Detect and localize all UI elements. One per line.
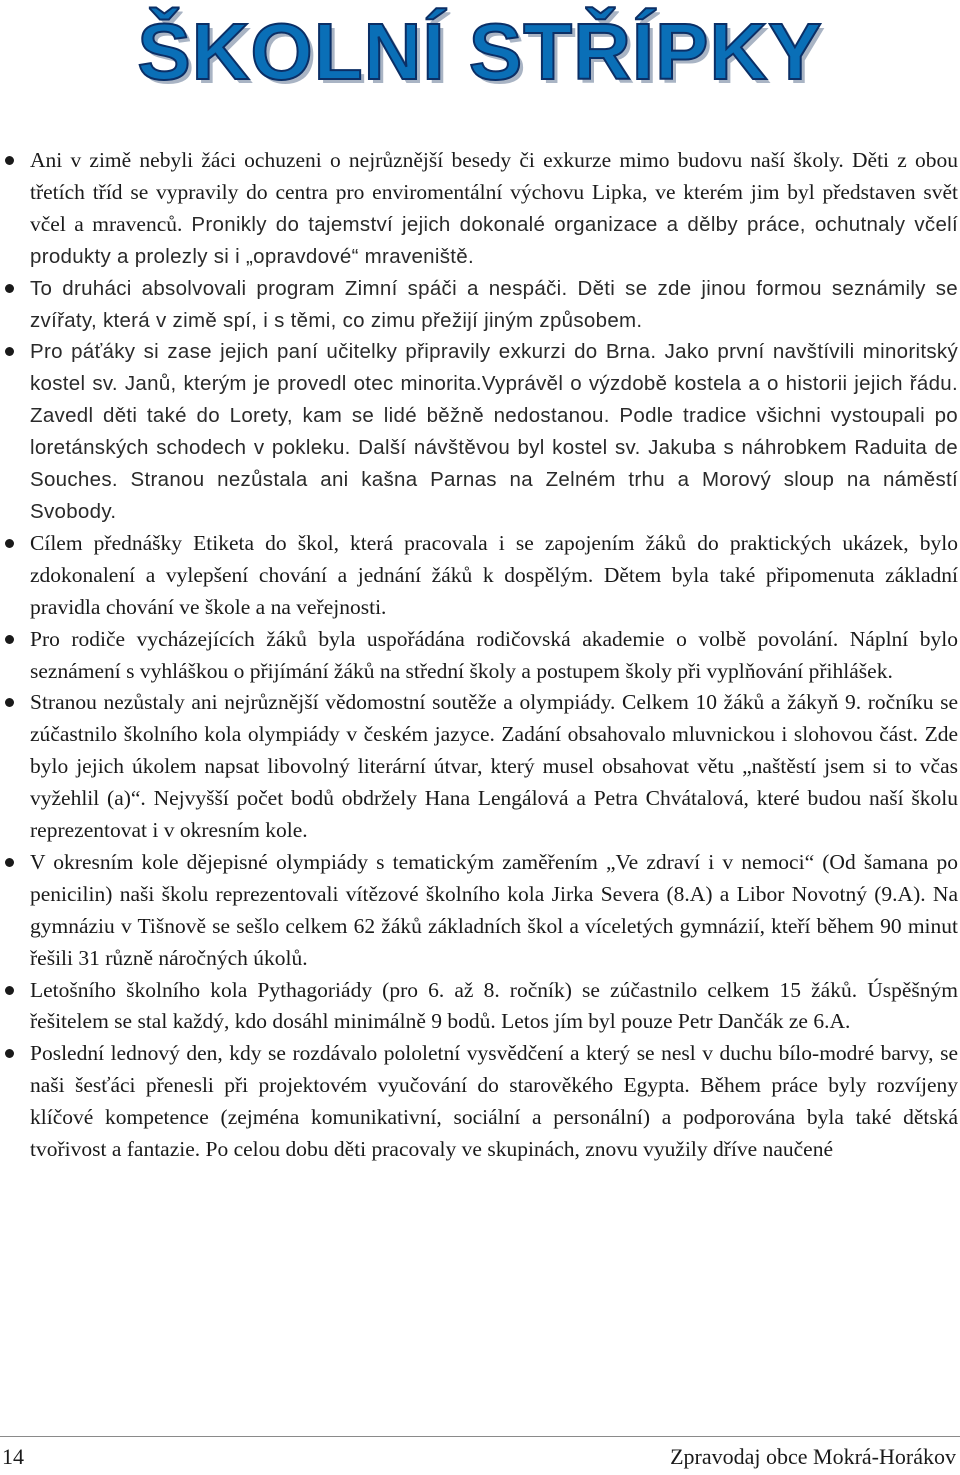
article-body bbox=[0, 145, 960, 1166]
list-item bbox=[0, 528, 960, 624]
bullet-icon bbox=[5, 156, 14, 165]
list-item-text: Cílem přednášky Etiketa do škol, která pracovala i se zapojením žáků do praktických ukázek, bylo zdokonalení a vylepšení chování a jednání žáků k dospělým. Dětem byla také připomenuta základní pravidla chování ve škole a na veřejnosti. bbox=[30, 530, 958, 619]
news-list bbox=[0, 145, 960, 1166]
list-item bbox=[0, 847, 960, 975]
footer-divider bbox=[0, 1436, 960, 1437]
list-item-text: Pro páťáky si zase jejich paní učitelky připravily exkurzi do Brna. Jako první navštívili minoritský kostel sv. Janů, kterým je provedl otec minorita.Vyprávěl o výzdobě kostela a o historii jejich řádu. Zavedl děti také do Lorety, kam se lidé běžně nedostanou. Podle tradice všichni vystoupali po loretánských schodech v pokleku. Další návštěvou byl kostel sv. Jakuba s náhrobkem Raduita de Souches. Stranou nezůstala ani kašna Parnas na Zelném trhu a Morový sloup na náměstí Svobody. bbox=[30, 340, 958, 523]
bullet-icon bbox=[5, 858, 14, 867]
list-item-text: Pro rodiče vycházejících žáků byla uspořádána rodičovská akademie o volbě povolání. Náplní bylo seznámení s vyhláškou o přijímání žáků na střední školy a postupem školy při vyplňování přihlášek. bbox=[30, 626, 958, 683]
list-item-text: Pronikly do tajemství jejich dokonalé organizace a dělby práce, ochutnaly včelí produkty a prolezly si i „opravdové“ mraveniště. bbox=[30, 212, 958, 268]
list-item bbox=[0, 1038, 960, 1166]
list-item bbox=[0, 273, 960, 337]
bullet-icon bbox=[5, 539, 14, 548]
list-item bbox=[0, 336, 960, 527]
bullet-icon bbox=[5, 1049, 14, 1058]
list-item-text: V okresním kole dějepisné olympiády s tematickým zaměřením „Ve zdraví i v nemoci“ (Od šamana po penicilin) naši školu reprezentovali vítězové školního kola Jirka Severa (8.A) a Libor Novotný (9.A). Na gymnáziu v Tišnově se sešlo celkem 62 žáků základních škol a víceletých gymnázií, kteří během 90 minut řešili 31 různě náročných úkolů. bbox=[30, 849, 958, 970]
footer-publication-title: Zpravodaj obce Mokrá-Horákov bbox=[670, 1444, 956, 1469]
bullet-icon bbox=[5, 284, 14, 293]
bullet-icon bbox=[5, 347, 14, 356]
page-number: 14 bbox=[2, 1444, 24, 1469]
list-item bbox=[0, 687, 960, 847]
bullet-icon bbox=[5, 635, 14, 644]
list-item-text: To druháci absolvovali program Zimní spáči a nespáči. Děti se zde jinou formou seznámily se zvířaty, která v zimě spí, i s těmi, co zimu přežijí jiným způsobem. bbox=[30, 276, 958, 332]
bullet-icon bbox=[5, 986, 14, 995]
list-item-text: Poslední lednový den, kdy se rozdávalo pololetní vysvědčení a který se nesl v duchu bílo-modré barvy, se naši šesťáci přenesli při projektovém vyučování do starověkého Egypta. Během práce byly rozvíjeny klíčové kompetence (zejména komunikativní, sociální a personální) a podporována byla také dětská tvořivost a fantazie. Po celou dobu děti pracovaly ve skupinách, znovu využily dříve naučené bbox=[30, 1041, 958, 1162]
list-item-text: Stranou nezůstaly ani nejrůznější vědomostní soutěže a olympiády. Celkem 10 žáků a žákyň 9. ročníku se zúčastnilo školního kola olympiády v českém jazyce. Zadání obsahovalo mluvnickou i slohovou část. Zde bylo jejich úkolem napsat libovolný literární útvar, který musel obsahovat větu „naštěstí jsem si to včas vyžehlil (a)“. Nejvyšší počet bodů obdržely Hana Lengálová a Petra Chvátalová, které budou naší školu reprezentovat i v okresním kole. bbox=[30, 690, 958, 843]
list-item bbox=[0, 145, 960, 273]
page-title: ŠKOLNÍ STŘÍPKY bbox=[137, 7, 823, 96]
list-item bbox=[0, 624, 960, 688]
list-item-text: Ani v zimě nebyli žáci ochuzeni o nejrůznější besedy či exkurze mimo budovu naší školy. Děti z obou třetích tříd se vypravily do centra pro enviromentální výchovu Lipka, ve kterém jim byl představen svět včel a mravenců. bbox=[30, 148, 958, 236]
bullet-icon bbox=[5, 698, 14, 707]
list-item-text: Letošního školního kola Pythagoriády (pro 6. až 8. ročník) se zúčastnilo celkem 15 žáků. Úspěšným řešitelem se stal každý, kdo dosáhl minimálně 9 bodů. Letos jím byl pouze Petr Dančák ze 6.A. bbox=[30, 977, 958, 1034]
list-item bbox=[0, 975, 960, 1039]
